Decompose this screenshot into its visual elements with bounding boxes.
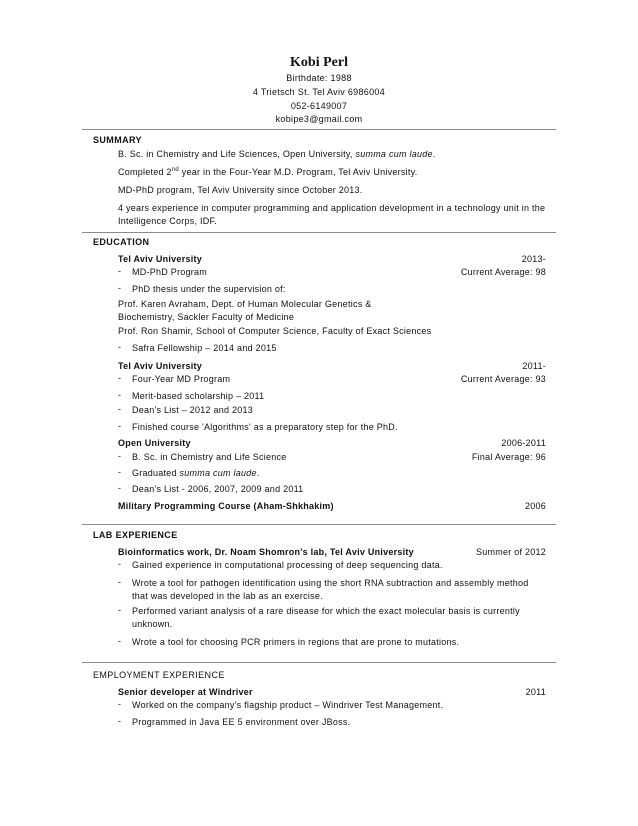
bullet: - (118, 716, 121, 726)
edu-tau1-average: Current Average: 98 (460, 267, 546, 277)
bullet: - (118, 390, 121, 400)
lab-item4: Wrote a tool for choosing PCR primers in regions that are prone to mutations. (132, 637, 460, 647)
edu-military-name: Military Programming Course (Aham-Shkhakim) (118, 501, 334, 511)
bullet: - (118, 373, 121, 383)
education-title: EDUCATION (93, 237, 150, 247)
summary-md-sup: nd (171, 167, 179, 173)
edu-ou-item2-end: . (256, 468, 260, 478)
edu-military-year: 2006 (524, 501, 546, 511)
lab-date: Summer of 2012 (475, 547, 546, 557)
edu-tau2-years: 2011- (522, 361, 546, 371)
candidate-name: Kobi Perl (290, 55, 348, 70)
edu-tau1-item2: PhD thesis under the supervision of: (132, 284, 286, 294)
phone: 052-6149007 (290, 101, 348, 111)
summary-mdphd: MD-PhD program, Tel Aviv University since October 2013. (118, 185, 363, 195)
section-divider (82, 524, 556, 525)
edu-tau1-supervisor1: Prof. Karen Avraham, Dept. of Human Molecular Genetics & Biochemistry, Sackler Faculty of Medicine (118, 299, 372, 322)
lab-title: LAB EXPERIENCE (93, 530, 178, 540)
section-divider (82, 129, 556, 130)
edu-ou-item1: B. Sc. in Chemistry and Life Science (132, 452, 287, 462)
edu-tau2-average: Current Average: 93 (460, 374, 546, 384)
edu-tau2-item2: Merit-based scholarship – 2011 (132, 391, 265, 401)
address: 4 Trietsch St. Tel Aviv 6986004 (252, 87, 386, 97)
edu-tau1-item1: MD-PhD Program (132, 267, 208, 277)
edu-ou-item2-honors: summa cum laude (179, 468, 257, 478)
bullet: - (118, 605, 121, 615)
edu-tau2-item4: Finished course 'Algorithms' as a preparatory step for the PhD. (132, 422, 398, 432)
edu-tau1-name: Tel Aviv University (118, 254, 202, 264)
employment-heading: Senior developer at Windriver (118, 687, 253, 697)
summary-degree (118, 148, 435, 161)
edu-tau1-item3: Safra Fellowship – 2014 and 2015 (132, 343, 277, 353)
summary-experience: 4 years experience in computer programming and application development in a technology unit in the Intelligence Corps, IDF. (118, 203, 546, 226)
summary-md-progress (118, 166, 417, 179)
edu-tau1-years: 2013- (521, 254, 546, 264)
lab-item3: Performed variant analysis of a rare disease for which the exact molecular basis is currently unknown. (132, 606, 520, 629)
employment-year: 2011 (525, 687, 546, 697)
employment-item2: Programmed in Java EE 5 environment over JBoss. (132, 717, 351, 727)
lab-item1: Gained experience in computational processing of deep sequencing data. (132, 560, 443, 570)
summary-degree-text: B. Sc. in Chemistry and Life Sciences, Open University, (118, 149, 356, 159)
edu-tau2-name: Tel Aviv University (118, 361, 202, 371)
edu-ou-item2-text: Graduated (132, 468, 180, 478)
bullet: - (118, 483, 121, 493)
edu-ou-name: Open University (118, 438, 191, 448)
edu-ou-average: Final Average: 96 (471, 452, 546, 462)
edu-tau2-item1: Four-Year MD Program (132, 374, 231, 384)
edu-tau2-item3: Dean's List – 2012 and 2013 (132, 405, 254, 415)
section-divider (82, 662, 556, 663)
lab-heading: Bioinformatics work, Dr. Noam Shomron's lab, Tel Aviv University (118, 547, 414, 557)
bullet: - (118, 342, 121, 352)
bullet: - (118, 266, 121, 276)
edu-tau1-supervisor2: Prof. Ron Shamir, School of Computer Science, Faculty of Exact Sciences (118, 326, 432, 336)
bullet: - (118, 421, 121, 431)
section-divider (82, 232, 556, 233)
bullet: - (118, 636, 121, 646)
bullet: - (118, 283, 121, 293)
bullet: - (118, 577, 121, 587)
lab-item2: Wrote a tool for pathogen identification using the short RNA subtraction and assembly method that was developed in the lab as an exercise. (132, 578, 529, 601)
bullet: - (118, 559, 121, 569)
edu-ou-years: 2006-2011 (501, 438, 546, 448)
edu-ou-item3: Dean's List - 2006, 2007, 2009 and 2011 (132, 484, 304, 494)
employment-title: EMPLOYMENT EXPERIENCE (93, 670, 225, 680)
edu-ou-item2 (132, 467, 260, 480)
bullet: - (118, 467, 121, 477)
summary-title: SUMMARY (93, 135, 142, 145)
email: kobipe3@gmail.com (275, 114, 363, 124)
summary-degree-end: . (432, 149, 436, 159)
bullet: - (118, 404, 121, 414)
employment-item1: Worked on the company's flagship product – Windriver Test Management. (132, 700, 444, 710)
summary-md-text: Completed 2 (118, 167, 172, 177)
bullet: - (118, 451, 121, 461)
summary-degree-honors: summa cum laude (355, 149, 433, 159)
summary-md-text-end: year in the Four-Year M.D. Program, Tel Aviv University. (178, 167, 418, 177)
bullet: - (118, 699, 121, 709)
birthdate: Birthdate: 1988 (286, 73, 352, 83)
